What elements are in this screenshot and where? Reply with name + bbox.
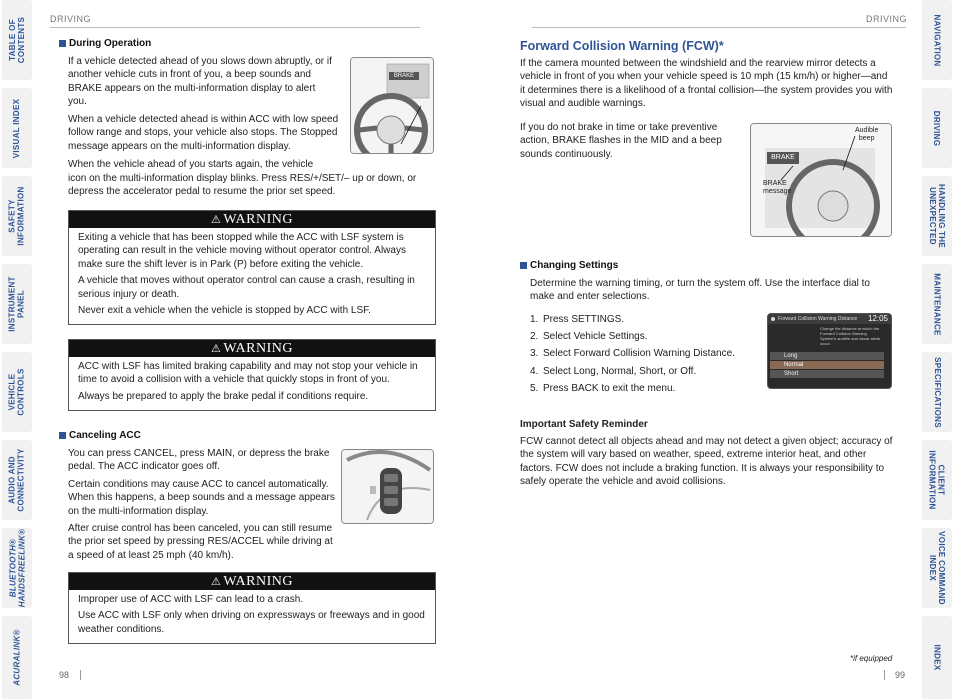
canceling-p3: After cruise control has been canceled, you can still resume the prior set speed by pressing RES/ACCEL while driving at a speed of at least 25 mph (40 km/h). <box>68 523 333 561</box>
footnote-if-equipped: *if equipped <box>850 654 893 663</box>
heading-text: Changing Settings <box>530 260 619 271</box>
list-item <box>530 380 735 397</box>
list-item <box>530 328 735 345</box>
fcw-p2: If you do not brake in time or take preventive action, BRAKE flashes in the MID and a beep sounds continuously. <box>520 122 722 160</box>
changing-settings-heading <box>520 260 618 271</box>
during-operation-p3a: When the vehicle ahead of you starts again, the vehicle <box>68 159 314 170</box>
warning-header <box>69 340 435 357</box>
cruise-control-buttons-icon <box>342 450 433 523</box>
step-number: 1. <box>530 314 539 325</box>
left-page-header: DRIVING <box>50 14 92 24</box>
warning-text: Never exit a vehicle when the vehicle is stopped by ACC with LSF. <box>78 305 371 317</box>
section-bullet-icon <box>59 40 66 47</box>
screen-clock: 12:05 <box>867 314 888 323</box>
tab-specifications[interactable] <box>922 352 952 432</box>
tab-label: NAVIGATION <box>932 13 942 67</box>
tab-label: VOICE COMMAND INDEX <box>928 531 946 605</box>
tab-visual-index[interactable] <box>2 88 32 168</box>
tab-label: AUDIO AND CONNECTIVITY <box>8 448 27 512</box>
list-item <box>530 311 735 328</box>
step-text: Select Forward Collision Warning Distance. <box>543 348 735 360</box>
warning-title: WARNING <box>223 573 293 589</box>
step-text: Select Vehicle Settings. <box>543 331 648 343</box>
tab-label: SPECIFICATIONS <box>932 356 942 428</box>
warning-text: Exiting a vehicle that has been stopped while the ACC with LSF system is operating can result in the vehicle moving without operator control. Always make sure the shift lever is in Park (P) before exiting the vehicle. <box>78 232 406 270</box>
left-page-number: 98 <box>59 670 70 680</box>
tab-index[interactable] <box>922 616 952 699</box>
tab-label: DRIVING <box>932 110 942 146</box>
tab-vehicle-controls[interactable] <box>2 352 32 432</box>
warning-triangle-icon: ⚠ <box>211 214 222 226</box>
section-bullet-icon <box>59 432 66 439</box>
tab-label: INDEX <box>932 644 942 671</box>
warning-title: WARNING <box>223 211 293 227</box>
tab-label: VISUAL INDEX <box>12 98 22 158</box>
tab-maintenance[interactable] <box>922 264 952 344</box>
tab-label: CLIENT INFORMATION <box>928 450 946 510</box>
warning-text: Improper use of ACC with LSF can lead to a crash. <box>78 594 304 605</box>
warning-box-improper-use <box>68 572 436 644</box>
warning-triangle-icon: ⚠ <box>211 576 222 588</box>
tab-navigation[interactable] <box>922 0 952 80</box>
list-item <box>530 363 735 380</box>
tab-label: MAINTENANCE <box>932 272 942 336</box>
tab-safety-information[interactable] <box>2 176 32 256</box>
step-number: 4. <box>530 365 539 377</box>
warning-text: A vehicle that moves without operator control can cause a crash, resulting in serious injury or death. <box>78 275 415 300</box>
tab-label: INSTRUMENT PANEL <box>8 276 27 332</box>
step-text: Select Long, Normal, Short, or Off. <box>543 365 697 377</box>
warning-box-limited-braking <box>68 339 436 411</box>
tab-client-information[interactable] <box>922 440 952 520</box>
fcw-title: Forward Collision Warning (FCW)* <box>520 39 724 53</box>
left-header-rule <box>50 27 420 28</box>
left-section-tabs <box>2 0 32 699</box>
right-page-header: DRIVING <box>866 14 908 24</box>
tab-label: SAFETY INFORMATION <box>8 186 26 246</box>
canceling-p2: Certain conditions may cause ACC to cancel automatically. When this happens, a beep sounds and a message appears on the multi-information display. <box>68 479 335 517</box>
warning-text: Always be prepared to apply the brake pedal if conditions require. <box>78 390 369 402</box>
right-page-number: 99 <box>895 670 906 680</box>
heading-text: Canceling ACC <box>69 430 141 441</box>
steering-wheel-brake-illustration <box>350 57 434 154</box>
steering-wheel-buttons-illustration <box>341 449 434 524</box>
list-item <box>530 345 735 362</box>
screen-option-long[interactable]: Long <box>770 352 884 360</box>
warning-header <box>69 573 435 590</box>
tab-label: ACURALINK® <box>12 629 22 686</box>
heading-text: During Operation <box>69 38 152 49</box>
audible-beep-callout: Audible beep <box>855 127 879 142</box>
right-section-tabs <box>922 0 952 699</box>
step-number: 5. <box>530 382 539 394</box>
tab-bluetooth-handsfreelink[interactable] <box>2 528 32 608</box>
during-operation-heading <box>59 38 151 49</box>
step-number: 3. <box>530 348 539 360</box>
settings-steps-list <box>530 311 735 397</box>
page-number-divider <box>884 670 885 680</box>
tab-label: BLUETOOTH® HANDSFREELINK® <box>8 528 27 608</box>
step-text: Press BACK to exit the menu. <box>543 382 676 394</box>
safety-reminder-body: FCW cannot detect all objects ahead and may not detect a given object; accuracy of the system will vary based on weather, speed, extreme interior heat, and other factors. FCW does not include a braking function. It is always your responsibility to safely operate the vehicle and avoid collisions. <box>520 436 893 488</box>
fcw-settings-screen <box>767 313 892 389</box>
tab-instrument-panel[interactable] <box>2 264 32 344</box>
step-number: 2. <box>530 331 539 343</box>
fcw-brake-display-illustration <box>750 123 892 237</box>
tab-label: VEHICLE CONTROLS <box>8 368 27 416</box>
safety-reminder-heading: Important Safety Reminder <box>520 419 648 430</box>
step-text: Press SETTINGS. <box>543 314 625 325</box>
changing-settings-intro: Determine the warning timing, or turn the system off. Use the interface dial to make and enter selections. <box>530 278 870 303</box>
fcw-brake-indicator-label: BRAKE <box>771 154 795 161</box>
during-operation-p3b: icon on the multi-information display blinks. Press RES/+/SET/– up or down, or depress the accelerator pedal to resume the prior set speed. <box>68 173 417 198</box>
tab-audio-and-connectivity[interactable] <box>2 440 32 520</box>
fcw-p1: If the camera mounted between the windshield and the rearview mirror detects a vehicle in front of you when your vehicle speed is 10 mph (15 km/h) or higher—and it determines there is a likelihood of a frontal collision—the system provides you with visual and audible warnings. <box>520 58 893 110</box>
right-header-rule <box>532 27 906 28</box>
tab-label: TABLE OF CONTENTS <box>8 16 26 64</box>
section-bullet-icon <box>520 262 527 269</box>
screen-description: Change the distance at which the Forward Collision Warning System's audible and visual alerts occur. <box>820 326 881 346</box>
canceling-acc-heading <box>59 430 141 441</box>
warning-title: WARNING <box>223 340 293 356</box>
screen-option-short[interactable]: Short <box>770 370 884 378</box>
tab-driving[interactable] <box>922 88 952 168</box>
page-number-divider <box>80 670 81 680</box>
brake-indicator-label: BRAKE <box>393 73 415 79</box>
warning-box-exiting-vehicle <box>68 210 436 325</box>
tab-handling-the-unexpected[interactable] <box>922 176 952 256</box>
tab-voice-command-index[interactable] <box>922 528 952 608</box>
warning-header <box>69 211 435 228</box>
tab-acuralink[interactable] <box>2 616 32 699</box>
screen-status-icon <box>771 317 775 321</box>
brake-message-callout: BRAKE message <box>763 180 792 195</box>
during-operation-p1: If a vehicle detected ahead of you slows down abruptly, or if another vehicle cuts in front of you, a beep sounds and BRAKE appears on the multi-information display to alert you. <box>68 56 332 108</box>
warning-text: Use ACC with LSF only when driving on expressways or freeways and in good weather conditions. <box>78 610 425 635</box>
tab-table-of-contents[interactable] <box>2 0 32 80</box>
canceling-p1: You can press CANCEL, press MAIN, or depress the brake pedal. The ACC indicator goes off. <box>68 448 330 473</box>
tab-label: HANDLING THE UNEXPECTED <box>928 183 947 249</box>
screen-option-normal[interactable]: Normal <box>770 361 884 369</box>
warning-text: ACC with LSF has limited braking capability and may not stop your vehicle in time to avoid a collision with a vehicle that quickly stops in front of you. <box>78 361 418 386</box>
screen-title: Forward Collision Warning Distance <box>778 316 858 322</box>
during-operation-p2: When a vehicle detected ahead is within ACC with low speed follow range and stops, your vehicle also stops. The Stopped message appears on the multi-information display. <box>68 114 339 152</box>
warning-triangle-icon: ⚠ <box>211 343 222 355</box>
